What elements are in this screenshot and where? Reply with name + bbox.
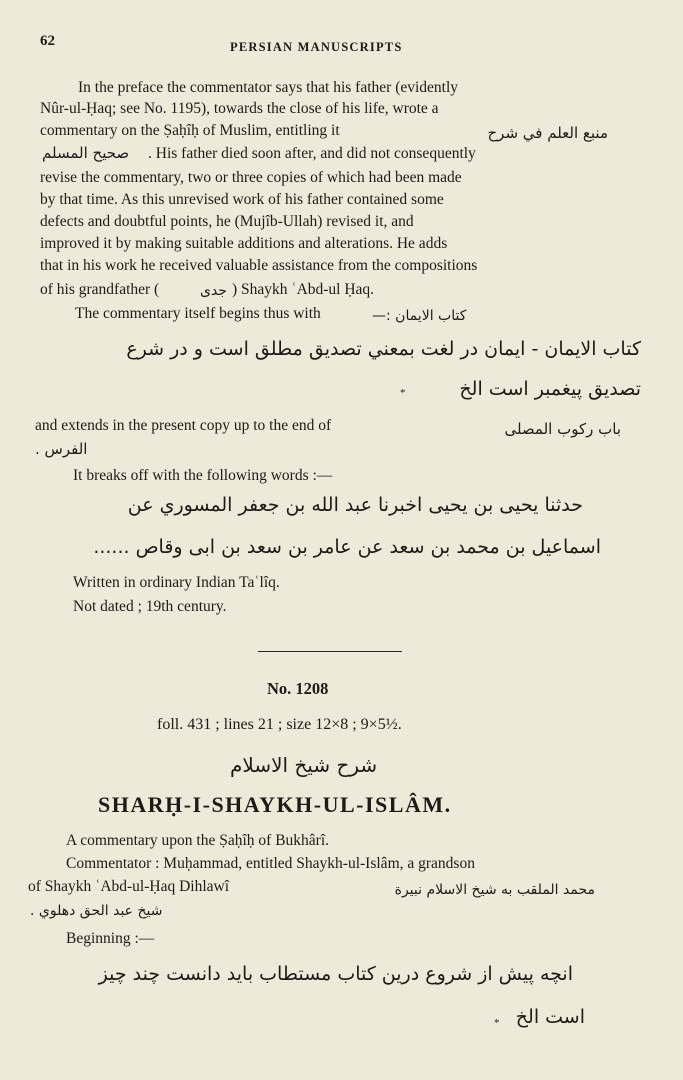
running-title: PERSIAN MANUSCRIPTS <box>230 40 403 54</box>
explicit-line-1: حدثنا يحيى بن يحيى اخبرنا عبد الله بن جعفر المسوري عن <box>127 494 583 516</box>
incipit-line-2: تصديق پيغمبر است الخ <box>459 378 641 400</box>
arabic-bab-2: الفرس . <box>35 440 88 458</box>
arabic-grandfather-name: شيخ عبد الحق دهلوي . <box>30 903 163 919</box>
asterisk-2: * <box>494 1017 500 1029</box>
beginning-line-2: است الخ <box>515 1006 585 1028</box>
text-line-2: Nûr-ul-Ḥaq; see No. 1195), towards the close of his life, wrote a <box>40 100 439 117</box>
beginning-line-1: انچه پيش از شروع درين كتاب مستطاب بايد دانست چند چيز <box>98 963 573 985</box>
text-line-1: In the preface the commentator says that his father (evidently <box>78 79 459 96</box>
text-line-13: It breaks off with the following words :— <box>73 467 333 484</box>
text-line-10b: ) Shaykh ʿAbd-ul Ḥaq. <box>232 281 375 298</box>
work-title: SHARḤ-I-SHAYKH-UL-ISLÂM. <box>98 792 452 817</box>
text-line-14: Written in ordinary Indian Taʿlîq. <box>73 574 280 591</box>
entry-number: No. 1208 <box>267 679 329 698</box>
collation: foll. 431 ; lines 21 ; size 12×8 ; 9×5½. <box>157 716 402 733</box>
page-number: 62 <box>40 33 55 49</box>
text-line-4: . His father died soon after, and did not consequently <box>148 145 476 162</box>
text-line-9: that in his work he received valuable assistance from the compositions <box>40 257 478 274</box>
incipit-line-1: كتاب الايمان - ايمان در لغت بمعني تصديق مطلق است و در شرع <box>126 338 641 360</box>
text-line-12: and extends in the present copy up to the end of <box>35 417 332 434</box>
arabic-work-title: شرح شيخ الاسلام <box>230 753 378 777</box>
text-line-11: The commentary itself begins thus with <box>75 305 321 322</box>
text-line-18: of Shaykh ʿAbd-ul-Ḥaq Dihlawî <box>28 878 230 895</box>
text-line-7: defects and doubtful points, he (Mujîb-Ullah) revised it, and <box>40 213 414 230</box>
text-line-8: improved it by making suitable additions and alterations. He adds <box>40 235 448 252</box>
text-line-16: A commentary upon the Ṣaḥîḥ of Bukhârî. <box>66 832 330 849</box>
text-line-15: Not dated ; 19th century. <box>73 598 227 615</box>
arabic-title-part-2: صحيح المسلم <box>42 144 130 162</box>
text-line-19: Beginning :— <box>66 930 155 947</box>
arabic-commentator: محمد الملقب به شيخ الاسلام نبيرة <box>394 882 595 898</box>
text-line-17: Commentator : Muḥammad, entitled Shaykh-ul-Islâm, a grandson <box>66 855 475 872</box>
text-line-10a: of his grandfather ( <box>40 281 160 298</box>
asterisk: * <box>400 387 406 399</box>
arabic-title-part-1: منبع العلم في شرح <box>487 124 608 142</box>
section-divider <box>258 651 402 652</box>
explicit-line-2: اسماعيل بن محمد بن سعد عن عامر بن سعد بن ابى وقاص ...... <box>93 536 601 558</box>
text-line-5: revise the commentary, two or three copies of which had been made <box>40 169 462 186</box>
arabic-kitab-al-iman: كتاب الايمان :— <box>372 308 467 324</box>
text-line-6: by that time. As this unrevised work of his father contained some <box>40 191 444 208</box>
arabic-bab-1: باب ركوب المصلى <box>504 420 621 438</box>
text-line-3: commentary on the Ṣaḥîḥ of Muslim, entitling it <box>40 122 340 139</box>
arabic-grandfather: جدی <box>200 283 227 299</box>
